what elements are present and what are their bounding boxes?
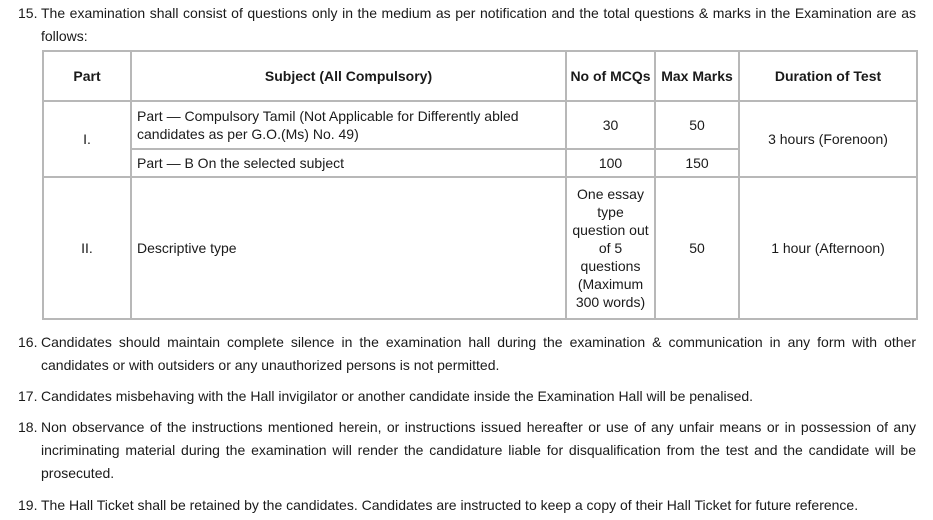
instruction-number: 19. — [18, 497, 38, 513]
table-row — [43, 177, 917, 319]
header-subject: Subject (All Compulsory) — [131, 51, 566, 101]
header-part: Part — [43, 51, 131, 101]
instruction-19 — [18, 494, 916, 517]
instruction-number: 17. — [18, 388, 38, 404]
cell-max-marks: 50 — [655, 177, 739, 319]
exam-pattern-table — [42, 50, 918, 320]
instruction-16 — [18, 331, 916, 377]
instruction-text: The examination shall consist of questions only in the medium as per notification and the total questions & marks in the Examination are as follows: — [41, 5, 916, 44]
table-header-row — [43, 51, 917, 101]
header-duration: Duration of Test — [739, 51, 917, 101]
cell-duration: 3 hours (Forenoon) — [739, 101, 917, 177]
instruction-text: Candidates misbehaving with the Hall invigilator or another candidate inside the Examination Hall will be penalised. — [41, 388, 754, 404]
cell-max-marks: 50 — [655, 101, 739, 149]
cell-duration: 1 hour (Afternoon) — [739, 177, 917, 319]
instruction-text: Candidates should maintain complete silence in the examination hall during the examination & communication in any form with other candidates or with outsiders or any unauthorized persons is not permitted. — [41, 334, 916, 373]
instruction-text: Non observance of the instructions mentioned herein, or instructions issued hereafter or use of any unfair means or in possession of any incriminating material during the examination will render the candidature liable for disqualification from the test and the candidate will be prosecuted. — [41, 419, 916, 481]
instruction-number: 18. — [18, 419, 38, 435]
header-mcqs: No of MCQs — [566, 51, 655, 101]
instruction-number: 15. — [18, 5, 38, 21]
instruction-18 — [18, 416, 916, 485]
header-max-marks: Max Marks — [655, 51, 739, 101]
cell-subject: Descriptive type — [131, 177, 566, 319]
cell-part: II. — [43, 177, 131, 319]
instruction-text: The Hall Ticket shall be retained by the candidates. Candidates are instructed to keep a copy of their Hall Ticket for future reference. — [41, 497, 859, 513]
cell-subject: Part — Compulsory Tamil (Not Applicable for Differently abled candidates as per G.O.(Ms) No. 49) — [131, 101, 566, 149]
table-row — [43, 101, 917, 149]
cell-mcqs: 100 — [566, 149, 655, 177]
cell-mcqs: 30 — [566, 101, 655, 149]
cell-max-marks: 150 — [655, 149, 739, 177]
instruction-15 — [18, 2, 916, 48]
cell-mcqs: One essay type question out of 5 questions (Maximum 300 words) — [566, 177, 655, 319]
instruction-17 — [18, 385, 916, 408]
cell-subject: Part — B On the selected subject — [131, 149, 566, 177]
cell-part: I. — [43, 101, 131, 177]
instruction-number: 16. — [18, 334, 38, 350]
